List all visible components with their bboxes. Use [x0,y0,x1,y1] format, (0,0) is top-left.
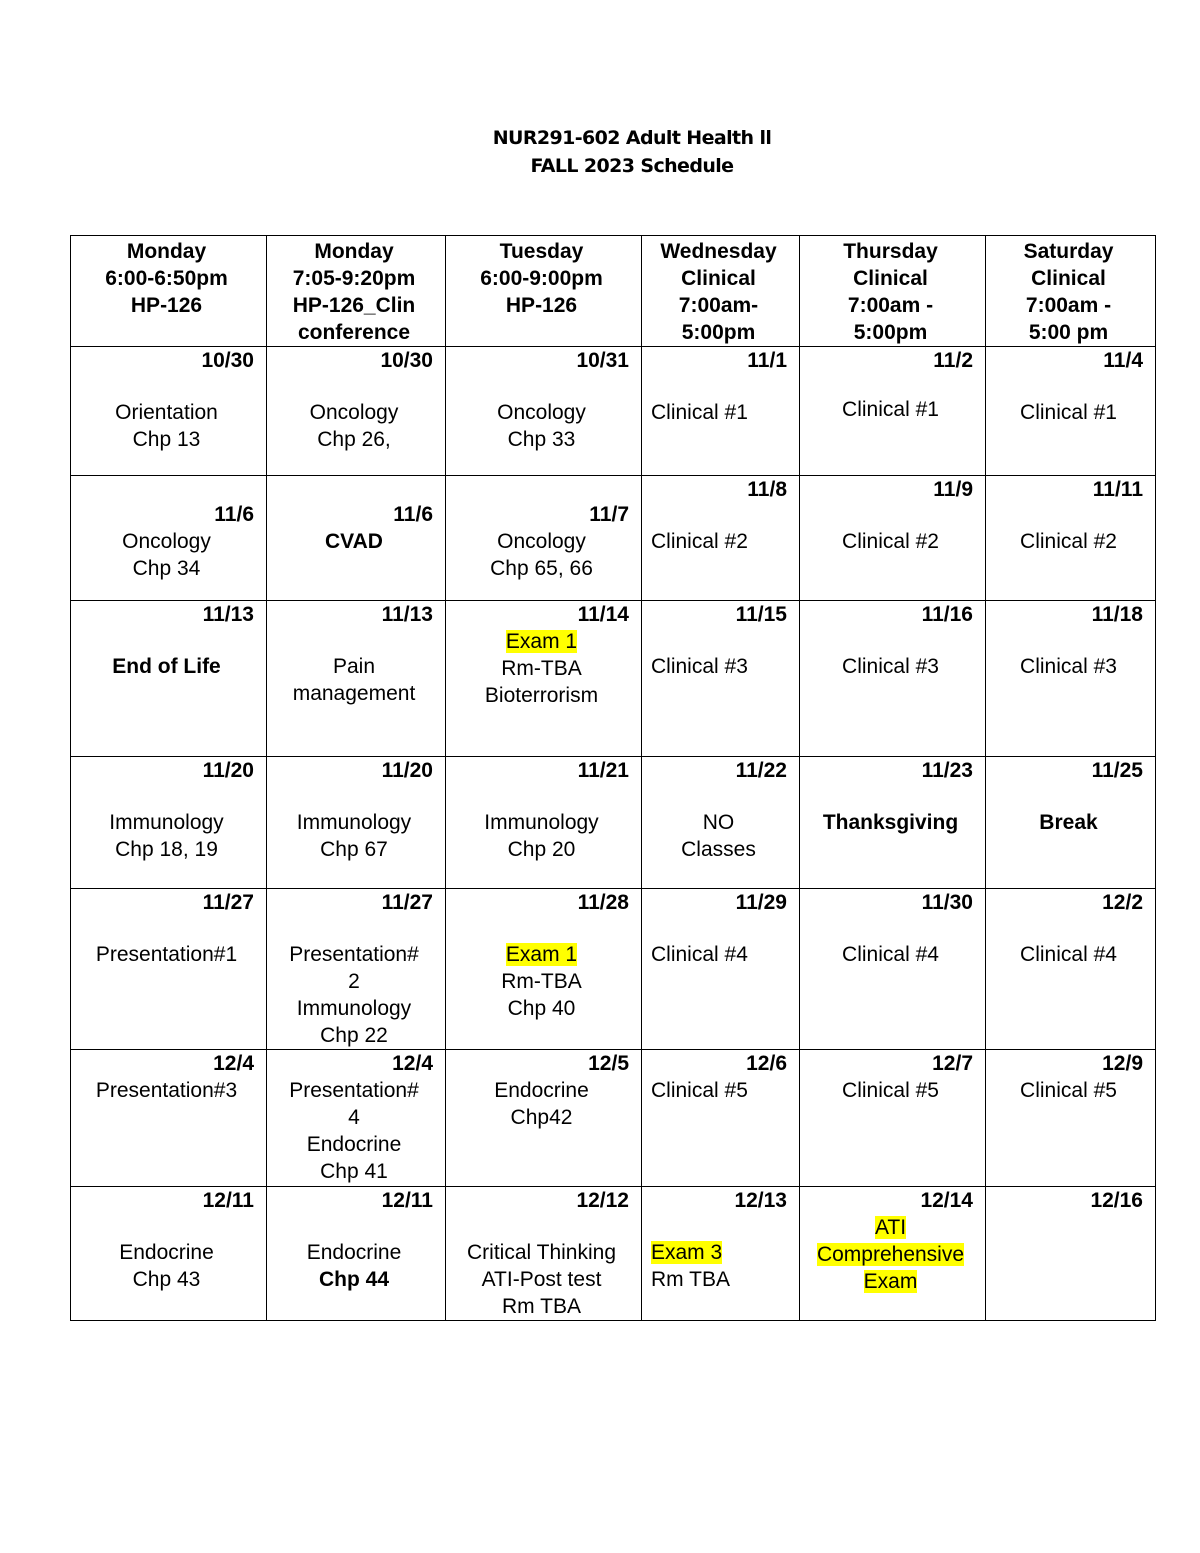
cell-date: 12/12 [576,1189,629,1212]
schedule-cell: 11/29 Clinical #4 [642,889,800,1050]
schedule-cell: 11/11 Clinical #2 [986,476,1156,601]
header-saturday: Saturday Clinical 7:00am - 5:00 pm [986,236,1156,347]
schedule-cell: 11/20 Immunology Chp 67 [267,757,446,889]
cell-date: 12/14 [920,1189,973,1212]
schedule-cell: 11/2 Clinical #1 [800,347,986,476]
schedule-cell: 11/8 Clinical #2 [642,476,800,601]
schedule-cell: 12/11 Endocrine Chp 44 [267,1187,446,1321]
schedule-cell: 10/31 Oncology Chp 33 [446,347,642,476]
cell-date: 11/23 [921,759,973,782]
schedule-cell: 12/9 Clinical #5 [986,1050,1156,1187]
header-wednesday: Wednesday Clinical 7:00am- 5:00pm [642,236,800,347]
schedule-cell: 11/14 Exam 1 Rm-TBA Bioterrorism [446,601,642,757]
schedule-cell: 11/6 CVAD [267,476,446,601]
cell-date: 11/27 [381,891,433,914]
exam-highlight: Exam 1 [505,943,578,966]
week-row [71,889,1156,1050]
schedule-cell: 11/22 NO Classes [642,757,800,889]
schedule-cell: 12/12 Critical Thinking ATI-Post test Rm TBA [446,1187,642,1321]
cell-date: 12/9 [1102,1052,1143,1075]
cell-date: 11/8 [747,478,787,501]
schedule-cell: 11/6 Oncology Chp 34 [71,476,267,601]
cell-date: 12/11 [381,1189,433,1212]
schedule-cell: 12/11 Endocrine Chp 43 [71,1187,267,1321]
cell-date: 12/16 [1090,1189,1143,1212]
schedule-cell: 12/5 Endocrine Chp42 [446,1050,642,1187]
cell-date: 12/11 [202,1189,254,1212]
schedule-cell: 11/7 Oncology Chp 65, 66 [446,476,642,601]
cell-date: 11/27 [202,891,254,914]
cell-date: 11/14 [577,603,629,626]
schedule-cell: 12/4 Presentation# 4 Endocrine Chp 41 [267,1050,446,1187]
cell-date: 11/6 [393,503,433,526]
schedule-cell: 11/27 Presentation# 2 Immunology Chp 22 [267,889,446,1050]
cell-date: 11/25 [1091,759,1143,782]
schedule-cell: 11/30 Clinical #4 [800,889,986,1050]
cell-date: 11/18 [1091,603,1143,626]
schedule-cell: 11/28 Exam 1 Rm-TBA Chp 40 [446,889,642,1050]
cell-date: 11/21 [577,759,629,782]
cell-date: 11/28 [577,891,629,914]
cell-date: 12/2 [1102,891,1143,914]
cell-date: 11/6 [214,503,254,526]
week-row [71,1050,1156,1187]
schedule-table [70,235,1156,1321]
cell-date: 11/13 [202,603,254,626]
header-tuesday: Tuesday 6:00-9:00pm HP-126 [446,236,642,347]
schedule-cell: 11/4 Clinical #1 [986,347,1156,476]
cell-date: 12/13 [734,1189,787,1212]
cell-date: 12/6 [746,1052,787,1075]
header-monday-lecture: Monday 6:00-6:50pm HP-126 [71,236,267,347]
cell-date: 11/7 [589,503,629,526]
schedule-cell: 12/13 Exam 3 Rm TBA [642,1187,800,1321]
exam-highlight: ATI [874,1216,907,1239]
exam-highlight: Exam 3 [651,1241,723,1264]
cell-date: 11/4 [1103,349,1143,372]
cell-date: 11/15 [735,603,787,626]
cell-date: 10/31 [576,349,629,372]
cell-date: 12/7 [932,1052,973,1075]
header-thursday: Thursday Clinical 7:00am - 5:00pm [800,236,986,347]
schedule-cell: 11/18 Clinical #3 [986,601,1156,757]
week-row [71,601,1156,757]
page-title [0,124,1200,180]
schedule-cell: 11/15 Clinical #3 [642,601,800,757]
schedule-cell: 10/30 Orientation Chp 13 [71,347,267,476]
title-line-2: FALL 2023 Schedule [530,155,734,177]
cell-date: 11/16 [921,603,973,626]
schedule-cell: 11/20 Immunology Chp 18, 19 [71,757,267,889]
cell-date: 11/9 [933,478,973,501]
schedule-cell: 12/2 Clinical #4 [986,889,1156,1050]
schedule-cell: 11/9 Clinical #2 [800,476,986,601]
schedule-cell [986,1187,1156,1321]
schedule-cell: 11/25 Break [986,757,1156,889]
week-row [71,476,1156,601]
cell-date: 11/13 [381,603,433,626]
title-line-1: NUR291-602 Adult Health ll [492,127,772,149]
exam-highlight: Exam 1 [505,630,578,653]
schedule-cell: 11/23 Thanksgiving [800,757,986,889]
schedule-cell [800,1187,986,1321]
cell-date: 12/4 [392,1052,433,1075]
schedule-cell: 12/7 Clinical #5 [800,1050,986,1187]
week-row [71,757,1156,889]
cell-date: 11/2 [933,349,973,372]
week-row [71,1187,1156,1321]
cell-date: 11/30 [921,891,973,914]
cell-date: 10/30 [380,349,433,372]
exam-highlight: Exam [863,1270,918,1293]
header-monday-conference: Monday 7:05-9:20pm HP-126_Clin conference [267,236,446,347]
schedule-cell: 11/1 Clinical #1 [642,347,800,476]
schedule-cell: 11/27 Presentation#1 [71,889,267,1050]
schedule-cell: 11/13 End of Life [71,601,267,757]
cell-date: 11/20 [381,759,433,782]
schedule-cell: 12/4 Presentation#3 [71,1050,267,1187]
schedule-cell: 11/13 Pain management [267,601,446,757]
schedule-cell: 12/6 Clinical #5 [642,1050,800,1187]
week-row [71,347,1156,476]
cell-date: 11/29 [735,891,787,914]
cell-date: 11/20 [202,759,254,782]
cell-date: 12/5 [588,1052,629,1075]
cell-date: 11/1 [747,349,787,372]
cell-date: 11/11 [1092,478,1143,501]
cell-date: 12/4 [213,1052,254,1075]
schedule-cell: 11/16 Clinical #3 [800,601,986,757]
schedule-cell: 10/30 Oncology Chp 26, [267,347,446,476]
schedule-cell: 11/21 Immunology Chp 20 [446,757,642,889]
exam-highlight: Comprehensive [816,1243,965,1266]
cell-date: 11/22 [735,759,787,782]
cell-date: 10/30 [201,349,254,372]
header-row [71,236,1156,347]
